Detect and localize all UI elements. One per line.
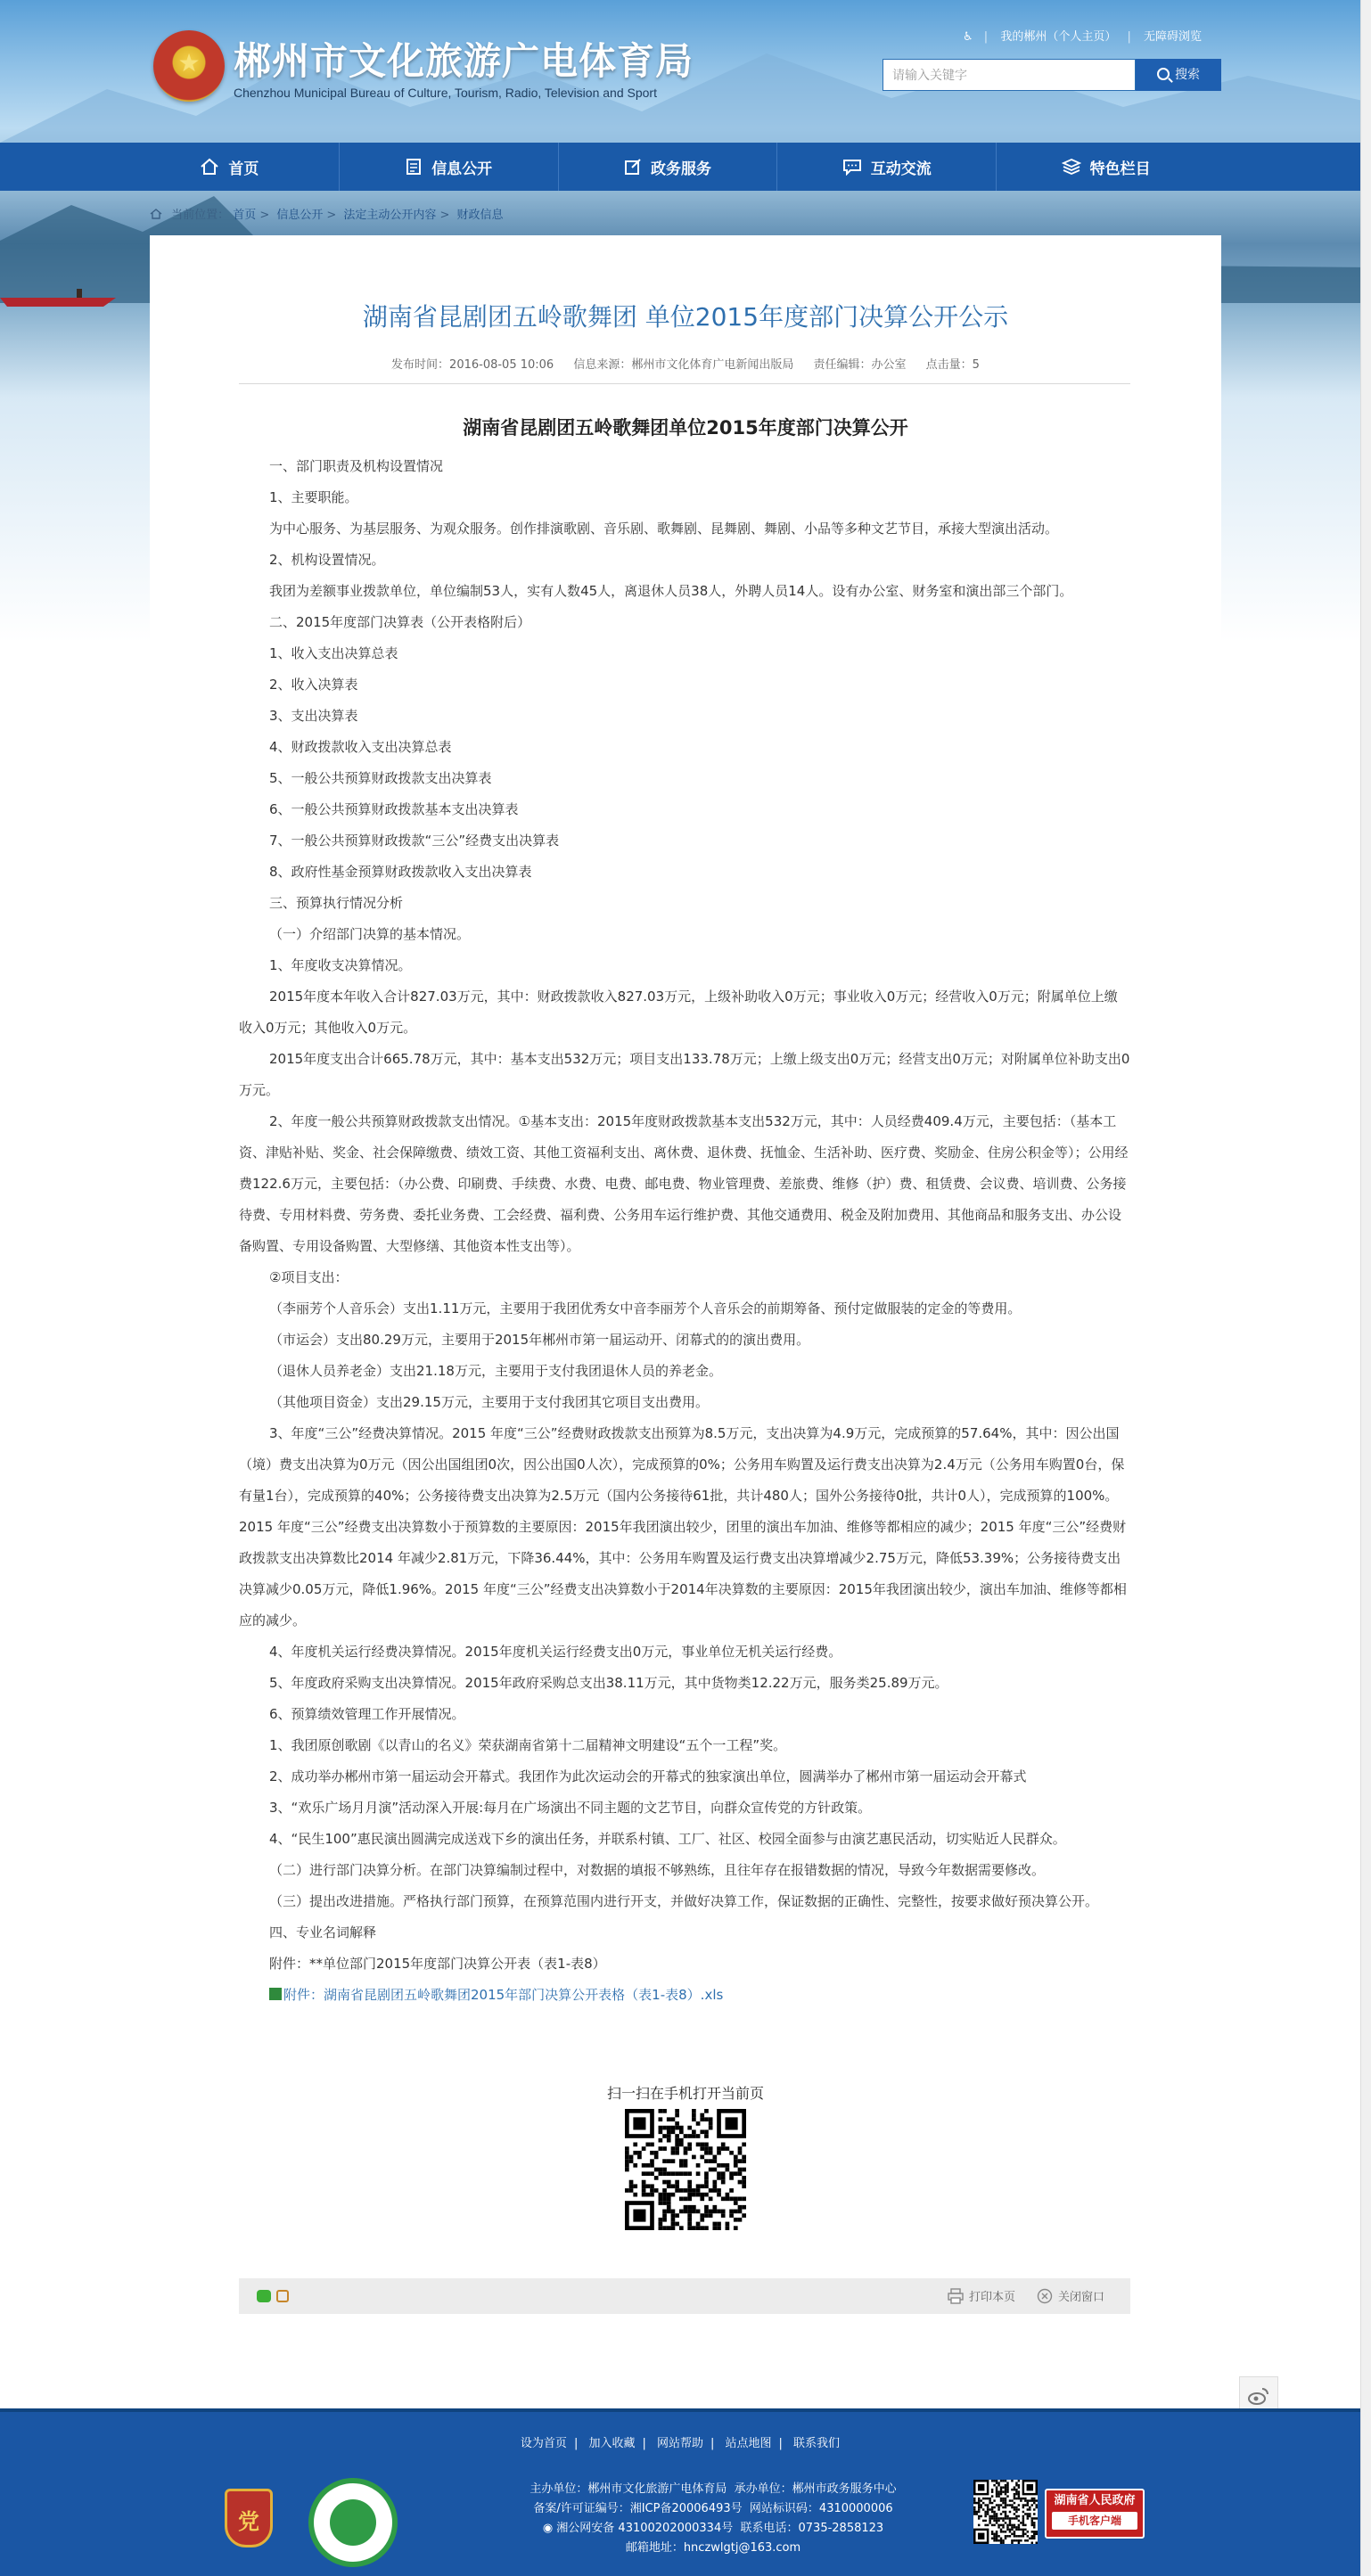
search-button[interactable] [1136, 59, 1221, 91]
article-paragraph: （李丽芳个人音乐会）支出1.11万元，主要用于我团优秀女中音李丽芳个人音乐会的前期筹备、预付定做服装的定金的等费用。 [269, 1300, 1022, 1317]
article-paragraph: （二）进行部门决算分析。在部门决算编制过程中，对数据的填报不够熟练，且往年存在报错数据的情况，导致今年数据需要修改。 [269, 1862, 1046, 1878]
attachment-link[interactable] [239, 1980, 1130, 2011]
article-paragraph: 4、财政拨款收入支出决算总表 [269, 739, 452, 755]
article-paragraph: 三、预算执行情况分析 [269, 895, 404, 911]
article-paragraph: 四、专业名词解释 [269, 1924, 377, 1940]
divider: | [1127, 30, 1131, 44]
article-paragraph: 1、年度收支决算情况。 [269, 957, 412, 973]
footer-link-favorite[interactable]: 加入收藏 [588, 2437, 636, 2450]
search-input[interactable]: 请输入关键字 [883, 59, 1136, 91]
site-header [0, 0, 1360, 143]
footer-links: 设为首页 | 加入收藏 | 网站帮助 | 站点地图 | 联系我们 [520, 2437, 841, 2450]
close-icon [1037, 2288, 1053, 2304]
close-window-label: 关闭窗口 [1058, 2291, 1105, 2304]
nav-item-gov-service[interactable] [559, 143, 778, 191]
footer-link-set-home[interactable]: 设为首页 [520, 2437, 567, 2450]
footer-email: 邮箱地址：hnczwlgtj@163.com [625, 2541, 801, 2555]
footer-police[interactable]: 湘公网安备 43100202000334号 [556, 2522, 734, 2535]
document-icon [405, 158, 423, 176]
share-bar [239, 2278, 1130, 2314]
article-paragraph: 6、预算绩效管理工作开展情况。 [269, 1706, 465, 1722]
document-heading: 湖南省昆剧团五岭歌舞团单位2015年度部门决算公开 [463, 417, 908, 439]
scrollbar[interactable] [1360, 0, 1371, 2576]
click-count: 点击量：5 [925, 358, 980, 372]
footer-link-sitemap[interactable]: 站点地图 [725, 2437, 772, 2450]
footer-link-contact[interactable]: 联系我们 [793, 2437, 841, 2450]
article-panel [150, 235, 1221, 2339]
close-window-button[interactable] [1037, 2287, 1104, 2304]
site-title: 郴州市文化旅游广电体育局 [234, 39, 694, 83]
print-button[interactable] [948, 2287, 1015, 2304]
search-icon [1157, 68, 1170, 80]
site-subtitle: Chenzhou Municipal Bureau of Culture, Tourism, Radio, Television and Sport [234, 86, 657, 100]
article-paragraph: 3、“欢乐广场月月演”活动深入开展:每月在广场演出不同主题的文艺节目，向群众宣传党的方针政策。 [269, 1800, 872, 1816]
nav-item-info-public[interactable] [340, 143, 559, 191]
nav-item-home[interactable] [120, 143, 340, 191]
top-links [954, 27, 1202, 44]
footer-sponsor: 主办单位：郴州市文化旅游广电体育局 [530, 2482, 727, 2496]
article-paragraph: （一）介绍部门决算的基本情况。 [269, 926, 471, 942]
article-paragraph: 2015年度本年收入合计827.03万元，其中：财政拨款收入827.03万元，上级补助收入0万元；事业收入0万元；经营收入0万元；附属单位上缴收入0万元；其他收入0万元。 [239, 989, 1118, 1036]
home-icon [150, 209, 162, 219]
edit-icon [624, 158, 642, 176]
nav-item-label: 特色栏目 [1089, 160, 1151, 178]
nav-item-interaction[interactable] [777, 143, 997, 191]
nav-item-label: 政务服务 [650, 160, 711, 178]
article-paragraph: （其他项目资金）支出29.15万元，主要用于支付我团其它项目支出费用。 [269, 1394, 709, 1410]
info-source: 信息来源：郴州市文化体育广电新闻出版局 [573, 358, 794, 372]
breadcrumb: 当前位置： 首页 > 信息公开 > 法定主动公开内容 > 财政信息 [150, 205, 504, 222]
gov-badge-line1: 湖南省人民政府 [1054, 2494, 1136, 2507]
breadcrumb-item[interactable]: 信息公开 [276, 209, 324, 222]
printer-icon [948, 2288, 964, 2304]
article-paragraph: 6、一般公共预算财政拨款基本支出决算表 [269, 801, 519, 817]
article-paragraph: 8、政府性基金预算财政拨款收入支出决算表 [269, 864, 532, 880]
nav-item-label: 信息公开 [431, 160, 493, 178]
article-paragraph: （三）提出改进措施。严格执行部门预算，在预算范围内进行开支，并做好决算工作，保证数据的正确性、完整性，按要求做好预决算公开。 [269, 1893, 1099, 1909]
article-paragraph: 2、机构设置情况。 [269, 552, 385, 568]
gov-site-seal-icon[interactable] [308, 2478, 398, 2567]
article-paragraph: 7、一般公共预算财政拨款“三公”经费支出决算表 [269, 833, 560, 849]
article-body [239, 451, 1130, 2011]
footer-organizer: 承办单位：郴州市政务服务中心 [734, 2482, 897, 2496]
boat-illustration [0, 285, 125, 308]
wechat-share-icon[interactable] [257, 2290, 271, 2302]
article-paragraph: 5、年度政府采购支出决算情况。2015年政府采购总支出38.11万元，其中货物类12.22万元，服务类25.89万元。 [269, 1675, 948, 1691]
footer-qr-code [973, 2480, 1038, 2544]
article-paragraph: 1、收入支出决算总表 [269, 645, 398, 661]
weibo-icon [1247, 2386, 1270, 2406]
gov-badge-line2: 手机客户端 [1052, 2512, 1137, 2530]
publish-time: 发布时间：2016-08-05 10:06 [391, 358, 554, 372]
nav-item-label: 互动交流 [870, 160, 932, 178]
police-icon: ◉ [542, 2522, 554, 2535]
article-paragraph: 2、年度一般公共预算财政拨款支出情况。①基本支出：2015年度财政拨款基本支出532万元，其中：人员经费409.4万元，主要包括：（基本工资、津贴补贴、奖金、社会保障缴费、绩效工资、其他工资福利支出、离休费、退休费、抚恤金、生活补助、医疗费、奖励金、住房公积金等）；公用经费122.6万元，主要包括：（办公费、印刷费、手续费、水费、电费、邮电费、物业管理费、差旅费、维修（护）费、租赁费、会议费、培训费、公务接待费、专用材料费、劳务费、委托业务费、工会经费、福利费、公务用车运行维护费、其他交通费用、税金及附加费用、其他商品和服务支出、办公设备购置、专用设备购置、大型修缮、其他资本性支出等）。 [239, 1113, 1129, 1254]
footer-icp[interactable]: 备案/许可证编号：湘ICP备20006493号 [533, 2502, 743, 2515]
divider: | [983, 30, 989, 44]
article-paragraph: 5、一般公共预算财政拨款支出决算表 [269, 770, 492, 786]
article-paragraph: （退休人员养老金）支出21.18万元，主要用于支付我团退休人员的养老金。 [269, 1363, 722, 1379]
article-paragraph: 4、“民生100”惠民演出圆满完成送戏下乡的演出任务，并联系村镇、工厂、社区、校园全面参与由演艺惠民活动，切实贴近人民群众。 [269, 1831, 1066, 1847]
nav-item-featured[interactable] [997, 143, 1215, 191]
article-paragraph: 1、我团原创歌剧《以青山的名义》荣获湖南省第十二届精神文明建设“五个一工程”奖。 [269, 1737, 787, 1753]
article-paragraph: ②项目支出： [269, 1269, 349, 1285]
qr-code [625, 2109, 746, 2230]
editor: 责任编辑：办公室 [813, 358, 907, 372]
main-nav [0, 143, 1360, 191]
site-footer [0, 2408, 1360, 2576]
article-paragraph: 1、主要职能。 [269, 489, 358, 505]
breadcrumb-item[interactable]: 法定主动公开内容 [343, 209, 437, 222]
article-paragraph: 4、年度机关运行经费决算情况。2015年度机关运行经费支出0万元，事业单位无机关运行经费。 [269, 1644, 842, 1660]
article-paragraph: 附件：**单位部门2015年度部门决算公开表（表1-表8） [269, 1956, 606, 1972]
qr-caption: 扫一扫在手机打开当前页 [606, 2085, 764, 2102]
home-icon [200, 158, 219, 176]
nav-item-label: 首页 [228, 160, 259, 178]
footer-info [481, 2480, 945, 2558]
print-button-label: 打印本页 [969, 2291, 1016, 2304]
breadcrumb-item[interactable]: 首页 [233, 209, 257, 222]
accessibility-icon: ♿ [963, 30, 973, 44]
footer-site-code: 网站标识码：4310000006 [749, 2502, 893, 2515]
divider [239, 383, 1130, 384]
footer-link-help[interactable]: 网站帮助 [656, 2437, 703, 2450]
top-link-accessible-browse[interactable]: 无障碍浏览 [1144, 30, 1203, 44]
search-button-label: 搜索 [1175, 68, 1200, 82]
attachment-link-label: 附件：湖南省昆剧团五岭歌舞团2015年部门决算公开表格（表1-表8）.xls [283, 1987, 724, 2003]
breadcrumb-label: 当前位置： [171, 209, 230, 222]
camera-share-icon[interactable] [276, 2290, 289, 2302]
article-paragraph: 为中心服务、为基层服务、为观众服务。创作排演歌剧、音乐剧、歌舞剧、昆舞剧、舞剧、小品等多种文艺节目，承接大型演出活动。 [269, 521, 1059, 537]
national-emblem-icon: ★ [153, 30, 225, 102]
article-title: 湖南省昆剧团五岭歌舞团 单位2015年度部门决算公开公示 [362, 302, 1009, 332]
article-paragraph: 3、支出决算表 [269, 708, 358, 724]
gov-app-badge[interactable] [1045, 2489, 1145, 2539]
article-paragraph: （市运会）支出80.29万元，主要用于2015年郴州市第一届运动开、闭幕式的的演出费用。 [269, 1332, 810, 1348]
article-paragraph: 2015年度支出合计665.78万元，其中：基本支出532万元；项目支出133.78万元；上缴上级支出0万元；经营支出0万元；对附属单位补助支出0万元。 [239, 1051, 1130, 1098]
article-paragraph: 2、成功举办郴州市第一届运动会开幕式。我团作为此次运动会的开幕式的独家演出单位，圆满举办了郴州市第一届运动会开幕式 [269, 1768, 1027, 1784]
excel-file-icon [269, 1988, 282, 2000]
layers-icon [1062, 158, 1081, 176]
chat-icon [842, 158, 862, 176]
article-paragraph: 我团为差额事业拨款单位，单位编制53人，实有人数45人，离退休人员38人，外聘人员14人。设有办公室、财务室和演出部三个部门。 [269, 583, 1073, 599]
article-paragraph: 一、部门职责及机构设置情况 [269, 458, 444, 474]
article-paragraph: 二、2015年度部门决算表（公开表格附后） [269, 614, 531, 630]
footer-phone: 联系电话：0735-2858123 [740, 2522, 884, 2535]
top-link-my-chenzhou[interactable]: 我的郴州（个人主页） [1000, 30, 1117, 44]
article-paragraph: 3、年度“三公”经费决算情况。2015 年度“三公”经费财政拨款支出预算为8.5万元，支出决算为4.9万元，完成预算的57.64%，其中：因公出国（境）费支出决算为0万元（因公出国组团0次，因公出国0人次），完成预算的0%；公务用车购置及运行费支出决算为2.4万元（公务用车购置0台，保有量1台），完成预算的40%；公务接待费支出决算为2.5万元（国内公务接待61批，共计480人；国外公务接待0批，共计0人），完成预算的100%。2015 年度“三公”经费支出决算数小于预算数的主要原因：2015年我团演出较少，团里的演出车加油、维修等都相应的减少；2015 年度“三公”经费财政拨款支出决算数比2014 年减少2.81万元，下降36.44%，其中：公务用车购置及运行费支出决算增减少2.75万元，降低53.39%；公务接待费支出决算减少0.05万元，降低1.96%。2015 年度“三公”经费支出决算数小于2014年决算数的主要原因：2015年我团演出较少，演出车加油、维修等都相应的减少。 [239, 1425, 1127, 1628]
article-paragraph: 2、收入决算表 [269, 677, 358, 693]
breadcrumb-item[interactable]: 财政信息 [456, 209, 504, 222]
article-meta [150, 355, 1221, 372]
party-badge-icon[interactable]: 党 [225, 2489, 273, 2547]
